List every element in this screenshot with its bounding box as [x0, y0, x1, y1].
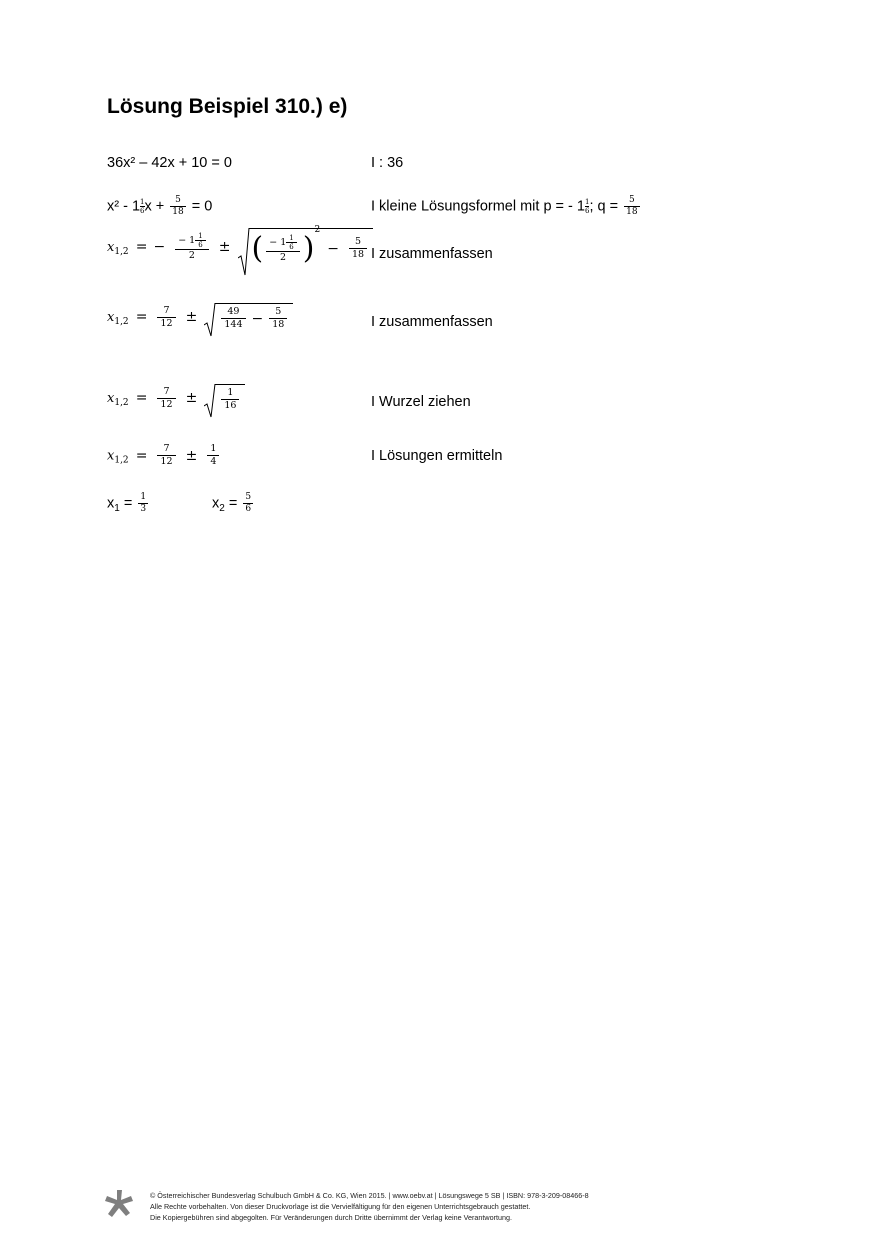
- equation-5: $x_{1,2}$ = $\frac{7}{12}$ ± $\frac{1}{16}$: [107, 384, 245, 412]
- note-1: I : 36: [371, 155, 404, 171]
- publisher-logo-icon: [103, 1188, 135, 1220]
- note-3: I zusammenfassen: [371, 246, 493, 262]
- square-root: ( − 1 $\frac{1}{6}$ 2 )$^2$ − $\frac{5}{18}$: [238, 228, 374, 266]
- footer-line-2: Alle Rechte vorbehalten. Von dieser Druckvorlage ist die Vervielfältigung für den eigenen Unterrichtsgebrauch gestattet.: [150, 1202, 531, 1211]
- note-4: I zusammenfassen: [371, 314, 493, 330]
- equation-4: $x_{1,2}$ = $\frac{7}{12}$ ± $\frac{49}{144}$ − $\frac{5}{18}$: [107, 303, 293, 331]
- equation-6: $x_{1,2}$ = $\frac{7}{12}$ ± $\frac{1}{4}$: [107, 443, 222, 468]
- footer-line-1: © Österreichischer Bundesverlag Schulbuch GmbH & Co. KG, Wien 2015. | www.oebv.at | Lösungswege 5 SB | ISBN: 978-3-209-08466-8: [150, 1191, 589, 1200]
- page-title: Lösung Beispiel 310.) e): [107, 95, 348, 118]
- mixed-fraction: $\frac{1}{6}$: [140, 198, 145, 215]
- solution-x1: $x_1$ = $\frac{1}{3}$: [107, 492, 147, 515]
- fraction: − 1 $\frac{1}{6}$ 2: [175, 232, 209, 262]
- square-root: $\frac{49}{144}$ − $\frac{5}{18}$: [204, 303, 293, 331]
- equation-3: $x_{1,2}$ = − − 1 $\frac{1}{6}$ 2 ± ( − 1 $\frac{1}{6}$ 2 )$^2$ − $\frac{5}{18}$: [107, 228, 373, 266]
- fraction: $\frac{5}{18}$: [172, 195, 184, 217]
- footer: [150, 1190, 589, 1223]
- note-6: I Lösungen ermitteln: [371, 448, 503, 464]
- equation-1: 36x² – 42x + 10 = 0: [107, 155, 232, 171]
- footer-line-3: Die Kopiergebühren sind abgegolten. Für Veränderungen durch Dritte übernimmt der Verlag keine Verantwortung.: [150, 1213, 512, 1222]
- equation-2: x² - 1 $\frac{1}{6}$ x + $\frac{5}{18}$ = 0: [107, 195, 213, 217]
- solution-x2: $x_2$ = $\frac{5}{6}$: [212, 492, 252, 515]
- note-5: I Wurzel ziehen: [371, 394, 471, 410]
- square-root: $\frac{1}{16}$: [204, 384, 245, 412]
- note-2: I kleine Lösungsformel mit p = - 1 $\frac{1}{6}$ ; q = $\frac{5}{18}$: [371, 195, 638, 217]
